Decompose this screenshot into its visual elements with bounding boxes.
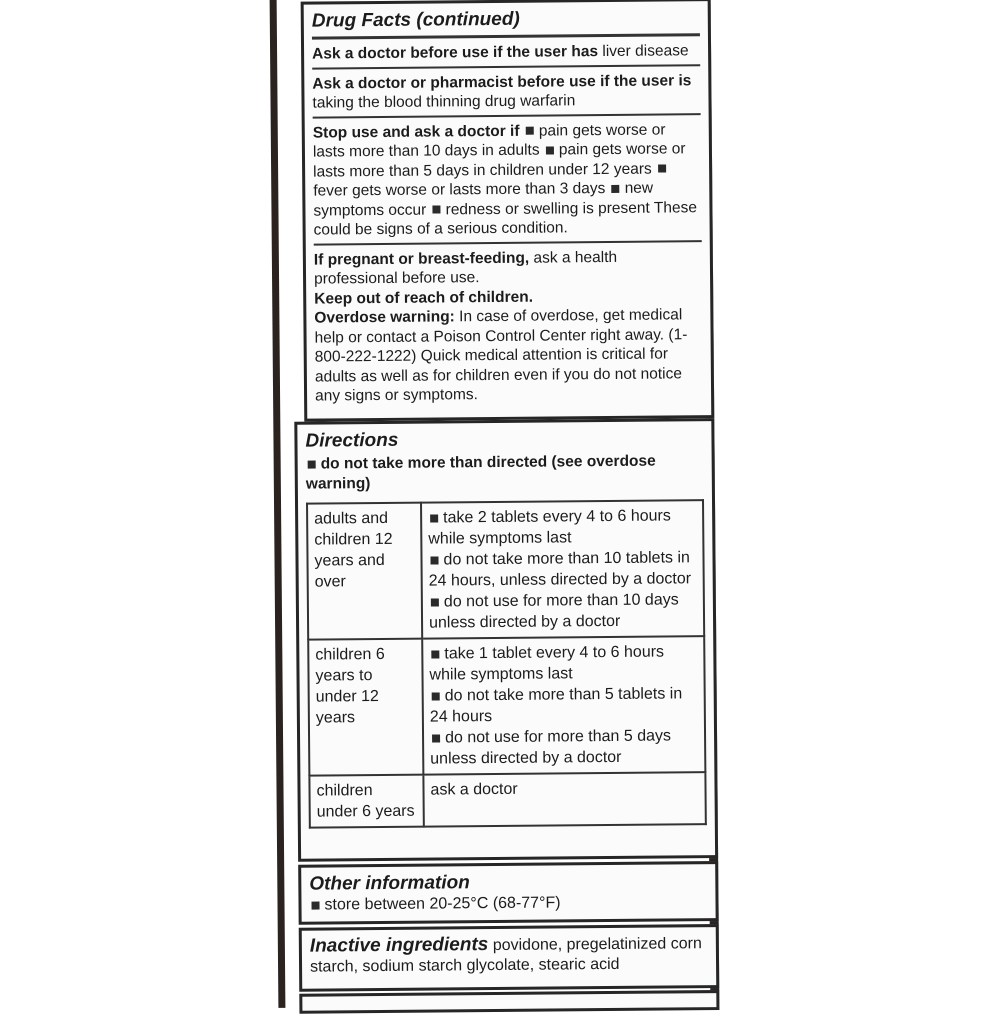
bullet-icon xyxy=(526,127,534,135)
pregnancy-overdose-section xyxy=(314,240,703,409)
other-information-box xyxy=(298,861,719,925)
age-group: children 6 years to under 12 years xyxy=(308,639,423,776)
directions-title: Directions xyxy=(305,429,399,452)
dosage-item: take 2 tablets every 4 to 6 hours while symptoms last xyxy=(428,507,671,548)
directions-note xyxy=(306,451,704,494)
age-group: adults and children 12 years and over xyxy=(307,503,422,640)
dosage-item: do not take more than 10 tablets in 24 hours, unless directed by a doctor xyxy=(428,549,692,590)
dosage-item: do not use for more than 5 days unless directed by a doctor xyxy=(430,727,672,768)
inactive-ingredients-box xyxy=(299,924,720,992)
bullet-icon xyxy=(308,460,316,468)
bullet-icon xyxy=(430,514,438,522)
directions-box xyxy=(294,418,718,862)
bullet-icon xyxy=(433,206,441,214)
dosage-instructions xyxy=(422,636,705,774)
dosage-instructions xyxy=(421,500,704,638)
stop-use-lead: Stop use and ask a doctor if xyxy=(312,122,520,142)
stop-use-item: pain gets worse or lasts more than 5 days in children under 12 years xyxy=(313,140,686,181)
liver-warning-lead: Ask a doctor before use if the user has xyxy=(312,43,599,63)
drug-facts-panel xyxy=(270,0,720,1008)
stop-use-item: redness or swelling is present xyxy=(445,199,650,218)
pregnancy-lead: If pregnant or breast-feeding, xyxy=(313,249,530,269)
pregnancy-warning xyxy=(314,247,702,289)
stop-use-item: fever gets worse or lasts more than 3 days xyxy=(313,180,606,200)
bullet-icon xyxy=(431,598,439,606)
bullet-icon xyxy=(658,165,666,173)
bullet-icon xyxy=(311,901,319,909)
overdose-lead: Overdose warning: xyxy=(314,308,455,327)
warnings-box xyxy=(301,0,715,422)
keep-out-of-reach-text: Keep out of reach of children. xyxy=(314,288,534,308)
dosage-instructions: ask a doctor xyxy=(423,772,705,826)
inactive-ingredients-text: povidone, pregelatinized corn starch, sodium starch glycolate, stearic acid xyxy=(309,935,702,976)
pregnancy-text: ask a health professional before use. xyxy=(313,248,618,288)
overdose-text: In case of overdose, get medical help or contact a Poison Control Center right away. (1-800-222-1222) Quick medical attention is critical for adults as well as for children even if you do not notice any signs or symptoms. xyxy=(314,306,688,405)
bullet-icon xyxy=(430,556,438,564)
storage-info xyxy=(309,892,707,915)
dosage-item: do not use for more than 10 days unless directed by a doctor xyxy=(428,591,679,632)
liver-warning-text: liver disease xyxy=(602,42,689,61)
stop-use-closing: These could be signs of a serious condition. xyxy=(313,198,697,239)
table-row xyxy=(307,500,704,639)
table-row xyxy=(308,636,705,775)
other-information-title: Other information xyxy=(309,872,470,895)
bullet-icon xyxy=(546,146,554,154)
bullet-icon xyxy=(431,650,439,658)
stop-use-item: new symptoms occur xyxy=(313,179,654,220)
age-group: children under 6 years xyxy=(309,775,423,828)
dosage-item: do not take more than 5 tablets in 24 hours xyxy=(429,685,683,726)
warfarin-warning-lead: Ask a doctor or pharmacist before use if the user is xyxy=(312,71,692,93)
dosage-table xyxy=(306,499,707,828)
inactive-ingredients xyxy=(310,933,708,977)
drug-facts-header: Drug Facts (continued) xyxy=(311,8,520,32)
table-row xyxy=(309,772,705,827)
bullet-icon xyxy=(432,692,440,700)
warfarin-warning-text: taking the blood thinning drug warfarin xyxy=(312,92,576,112)
liver-warning xyxy=(312,33,700,67)
bullet-icon xyxy=(432,734,440,742)
dosage-item: take 1 tablet every 4 to 6 hours while symptoms last xyxy=(429,643,665,684)
stop-use-warning xyxy=(313,113,702,243)
directions-note-text: do not take more than directed (see overdose warning) xyxy=(305,452,656,493)
bullet-icon xyxy=(612,185,620,193)
warfarin-warning xyxy=(312,64,700,116)
storage-text: store between 20-25°C (68-77°F) xyxy=(324,894,561,914)
overdose-warning xyxy=(314,305,703,406)
inactive-ingredients-title: Inactive ingredients xyxy=(309,934,489,957)
next-section-box xyxy=(299,990,719,1014)
stop-use-item: pain gets worse or lasts more than 10 days in adults xyxy=(312,120,666,161)
